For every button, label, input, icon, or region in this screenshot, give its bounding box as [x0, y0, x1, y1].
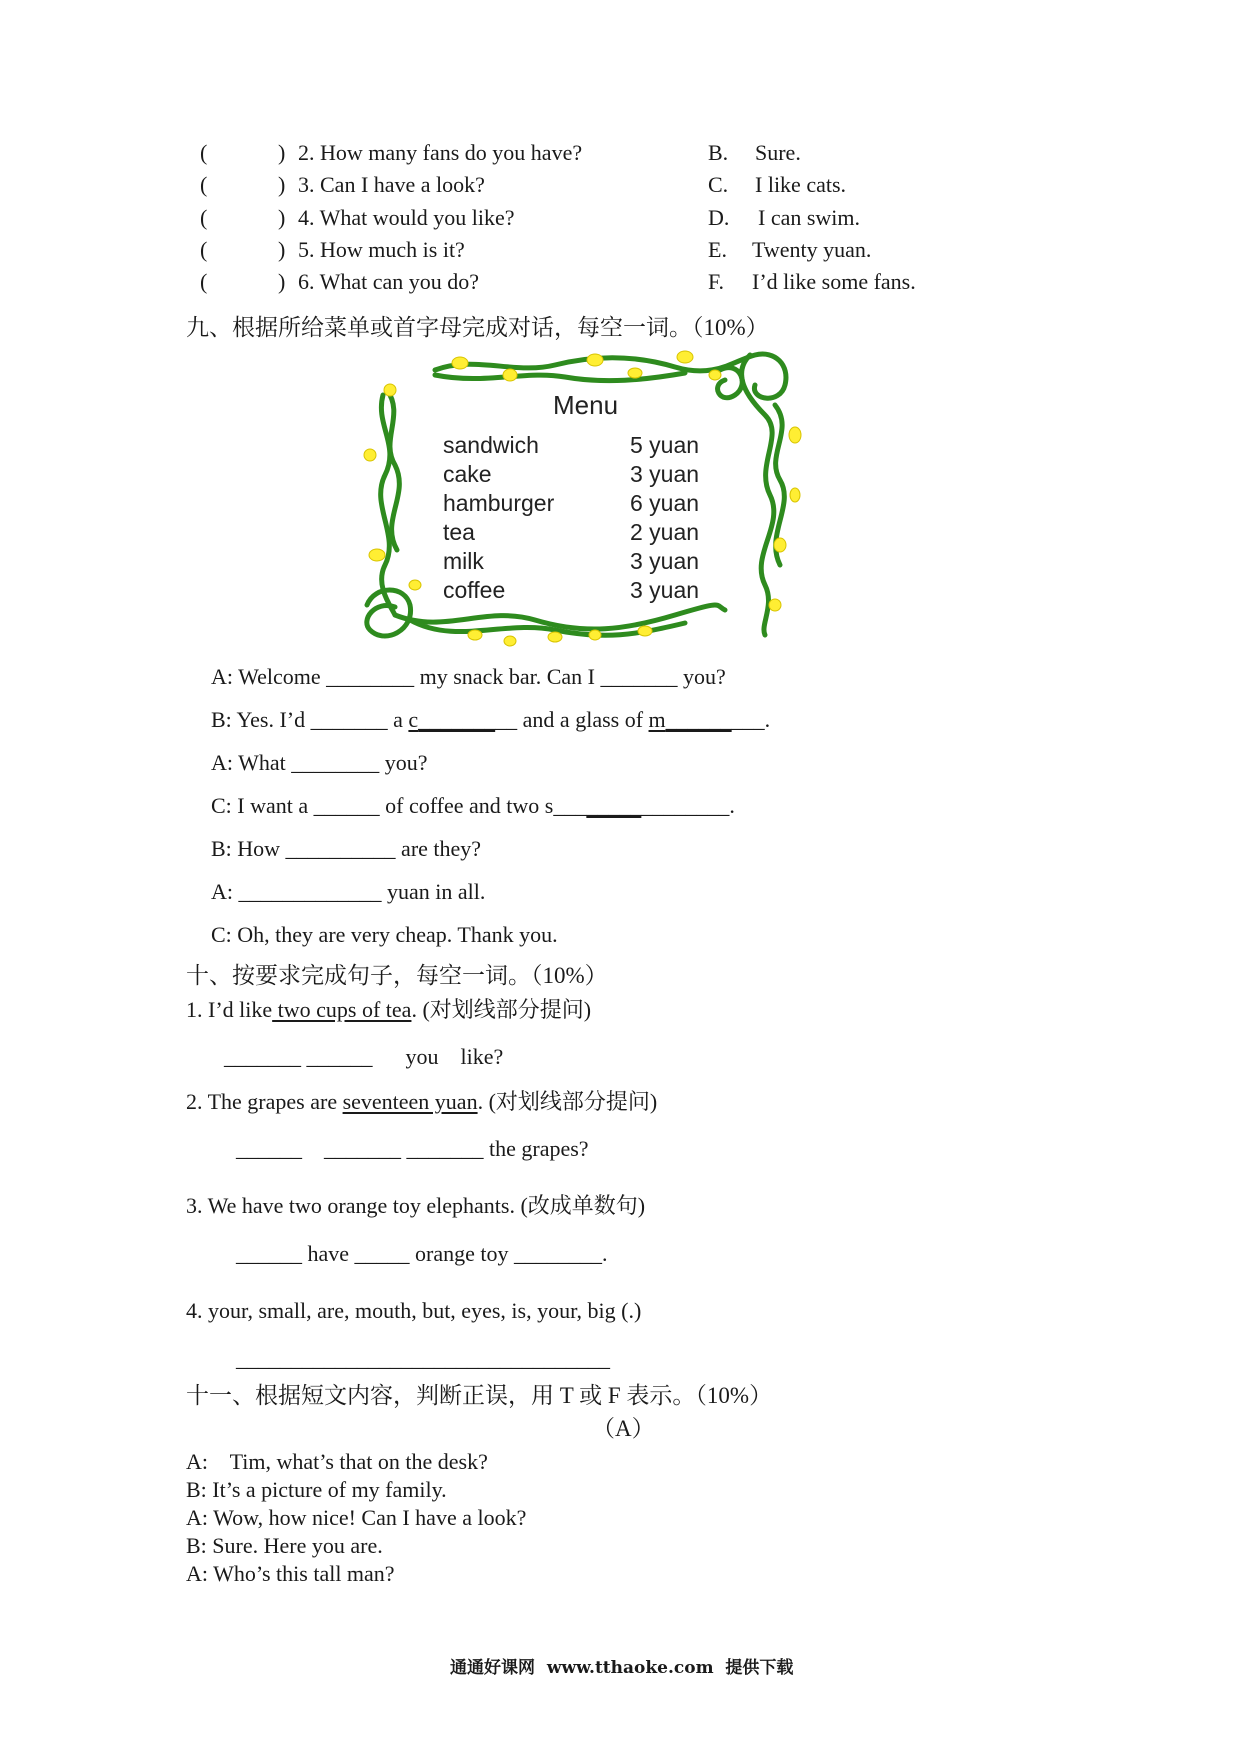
answer-letter: C. [708, 172, 729, 197]
close-paren: ) [278, 140, 286, 165]
answer-blank-3: ______ have _____ orange toy ________. [236, 1241, 608, 1266]
answer-text: Twenty yuan. [752, 237, 872, 262]
passage-line: B: It’s a picture of my family. [186, 1477, 447, 1502]
menu-title: Menu [553, 390, 619, 420]
close-paren: ) [278, 269, 286, 294]
answer-text: I like cats. [755, 172, 847, 197]
menu-item-price: 3 yuan [630, 461, 700, 487]
answer-letter: F. [708, 269, 724, 294]
section11-title: 十一、根据短文内容，判断正误，用 T 或 F 表示。（10%） [186, 1383, 773, 1408]
menu-item-name: hamburger [443, 490, 555, 516]
passage-line: A: Wow, how nice! Can I have a look? [186, 1505, 527, 1530]
menu-item-price: 3 yuan [630, 577, 700, 603]
open-paren: ( [200, 237, 208, 262]
menu-item-name: milk [443, 548, 484, 574]
section10-title: 十、按要求完成句子，每空一词。（10%） [186, 963, 608, 988]
answer-blank-2: ______ _______ _______ the grapes? [236, 1136, 589, 1161]
answer-blank-4: __________________________________ [236, 1346, 610, 1371]
dialogue-line: A: _____________ yuan in all. [211, 879, 486, 904]
answer-letter: D. [708, 205, 730, 230]
open-paren: ( [200, 269, 208, 294]
answer-letter: B. [708, 140, 729, 165]
menu-item-price: 6 yuan [630, 490, 700, 516]
page-footer: 通通好课网 www.tthaoke.com 提供下载 [450, 1658, 794, 1678]
dialogue-line: B: How __________ are they? [211, 836, 482, 861]
answer-letter: E. [708, 237, 727, 262]
close-paren: ) [278, 237, 286, 262]
dialogue-line: B: Yes. I’d _______ a c_________ and a glass of m_________. [211, 707, 771, 732]
dialogue-line: C: Oh, they are very cheap. Thank you. [211, 922, 558, 947]
open-paren: ( [200, 172, 208, 197]
menu-item-name: cake [443, 461, 492, 487]
question-text: 5. How much is it? [298, 237, 465, 262]
dialogue-line: C: I want a ______ of coffee and two s________________. [211, 793, 735, 818]
answer-blank-1: _______ ______ you like? [224, 1044, 504, 1069]
question-3: 3. We have two orange toy elephants. (改成单数句) [186, 1193, 646, 1218]
menu-item-price: 3 yuan [630, 548, 700, 574]
menu-item-price: 2 yuan [630, 519, 700, 545]
close-paren: ) [278, 172, 286, 197]
answer-text: Sure. [755, 140, 801, 165]
menu-item-price: 5 yuan [630, 432, 700, 458]
question-4: 4. your, small, are, mouth, but, eyes, is, your, big (.) [186, 1298, 642, 1323]
menu-item-name: coffee [443, 577, 506, 603]
answer-text: I’d like some fans. [752, 269, 916, 294]
answer-text: I can swim. [758, 205, 861, 230]
question-text: 4. What would you like? [298, 205, 515, 230]
question-text: 2. How many fans do you have? [298, 140, 583, 165]
passage-line: A: Who’s this tall man? [186, 1561, 395, 1586]
dialogue-line: A: Welcome ________ my snack bar. Can I _______ you? [211, 664, 726, 689]
passage-line: A: Tim, what’s that on the desk? [186, 1449, 488, 1474]
menu-item-name: sandwich [443, 432, 539, 458]
close-paren: ) [278, 205, 286, 230]
question-text: 6. What can you do? [298, 269, 480, 294]
section9-title: 九、根据所给菜单或首字母完成对话，每空一词。（10%） [186, 315, 769, 340]
question-text: 3. Can I have a look? [298, 172, 485, 197]
passage-line: B: Sure. Here you are. [186, 1533, 383, 1558]
menu-item-name: tea [443, 519, 475, 545]
dialogue-line: A: What ________ you? [211, 750, 428, 775]
question-2: 2. The grapes are seventeen yuan. (对划线部分提问) [186, 1089, 658, 1114]
open-paren: ( [200, 205, 208, 230]
section11-subtitle: （A） [592, 1416, 655, 1441]
question-1: 1. I’d like two cups of tea. (对划线部分提问) [186, 997, 592, 1022]
open-paren: ( [200, 140, 208, 165]
